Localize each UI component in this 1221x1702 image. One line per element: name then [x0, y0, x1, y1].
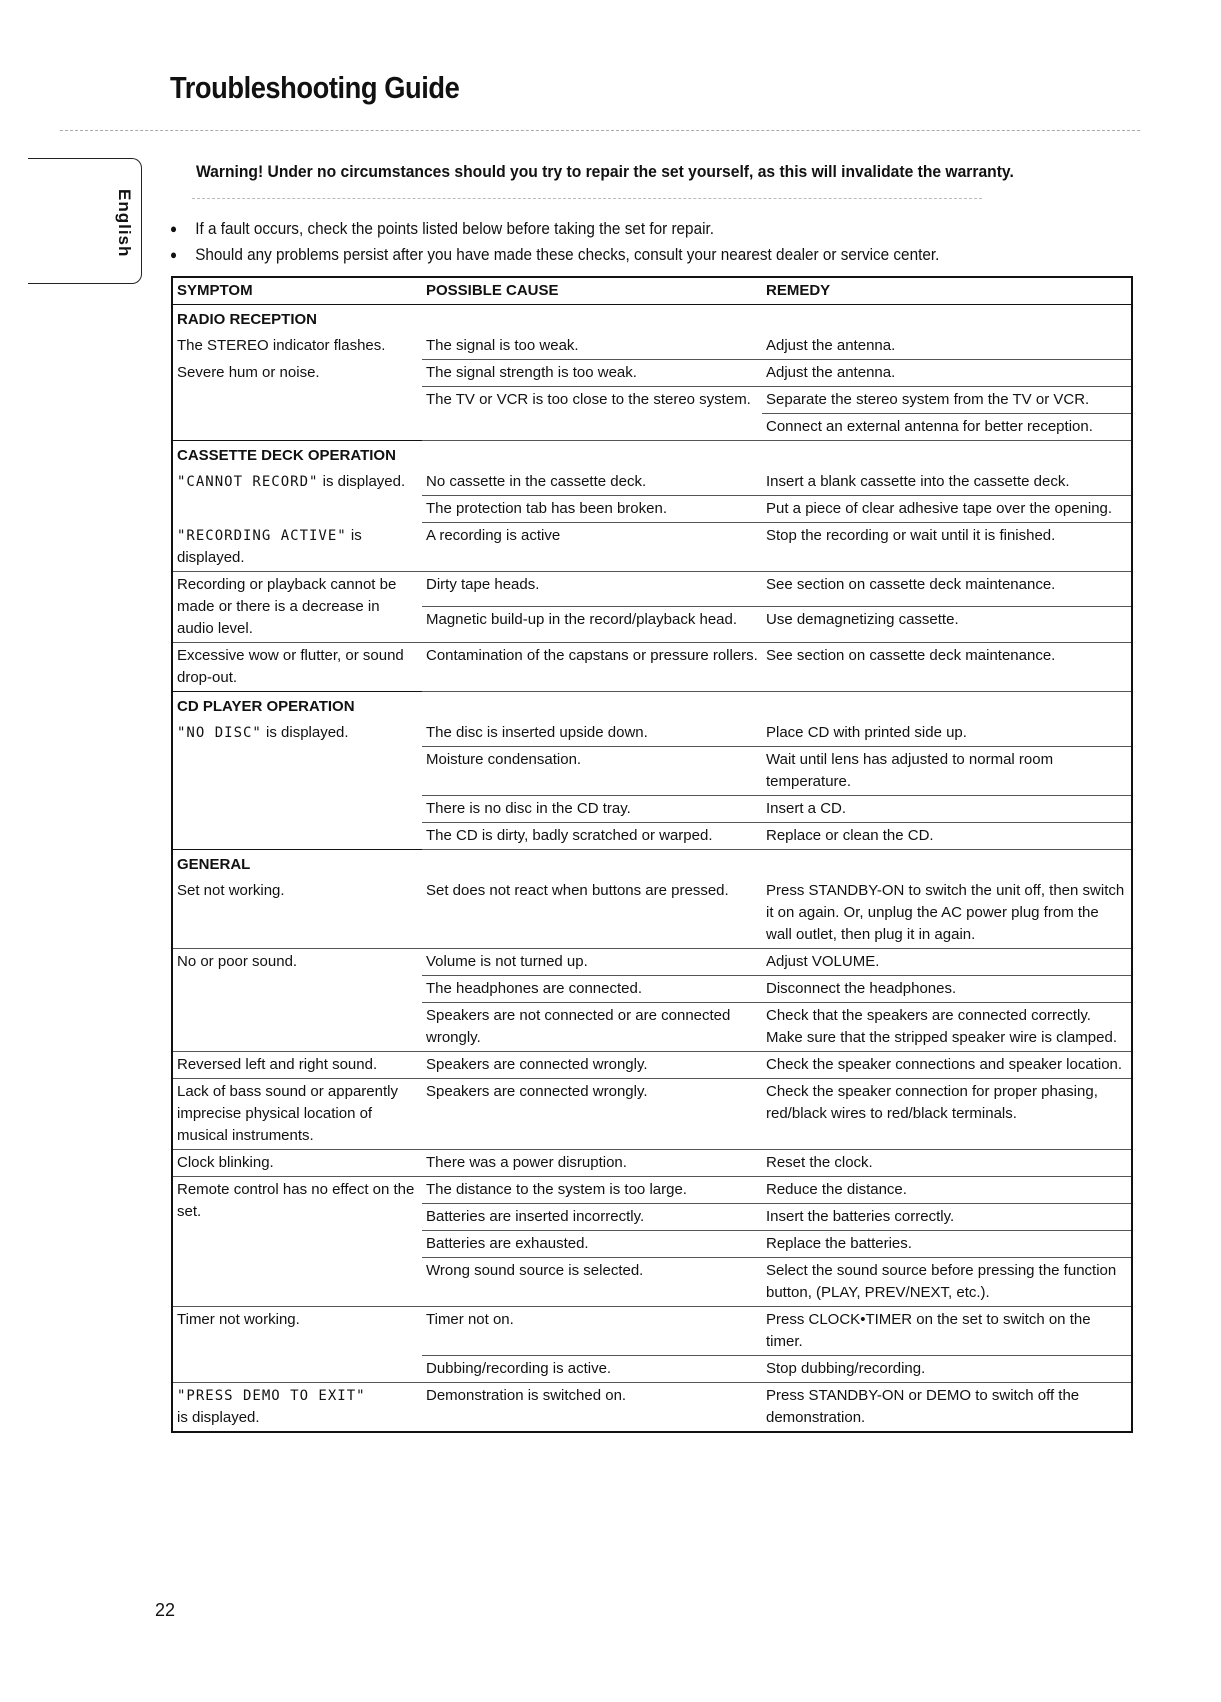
symptom-cell: Excessive wow or flutter, or sound drop-out. [172, 642, 422, 691]
table-row [172, 1149, 1132, 1176]
remedy-cell: Disconnect the headphones. [762, 975, 1132, 1002]
cause-cell: Timer not on. [422, 1306, 762, 1355]
remedy-cell: Reduce the distance. [762, 1176, 1132, 1203]
symptom-cell: No or poor sound. [172, 948, 422, 1051]
remedy-cell: Check the speaker connection for proper phasing, red/black wires to red/black terminals. [762, 1078, 1132, 1149]
cause-cell: A recording is active [422, 523, 762, 572]
remedy-cell: Stop the recording or wait until it is finished. [762, 523, 1132, 572]
remedy-cell: Replace the batteries. [762, 1230, 1132, 1257]
cause-cell: The disc is inserted upside down. [422, 720, 762, 747]
table-row [172, 948, 1132, 975]
display-message: "PRESS DEMO TO EXIT" [177, 1387, 366, 1404]
cause-cell: There is no disc in the CD tray. [422, 795, 762, 822]
header-remedy: REMEDY [762, 277, 1132, 305]
table-row [172, 1078, 1132, 1149]
language-tab-label: English [115, 189, 134, 258]
remedy-cell: Place CD with printed side up. [762, 720, 1132, 747]
remedy-cell: Press STANDBY-ON or DEMO to switch off the demonstration. [766, 1386, 1080, 1426]
cause-cell: There was a power disruption. [422, 1149, 762, 1176]
remedy-cell: Reset the clock. [762, 1149, 1132, 1176]
remedy-cell: Replace or clean the CD. [762, 822, 1132, 849]
symptom-cell [172, 523, 422, 572]
remedy-cell: Adjust the antenna. [762, 360, 1132, 387]
remedy-cell: Check the speaker connections and speaker location. [762, 1051, 1132, 1078]
symptom-cell: Recording or playback cannot be made or there is a decrease in audio level. [172, 571, 422, 642]
remedy-cell: Put a piece of clear adhesive tape over the opening. [762, 496, 1132, 523]
section-row [172, 849, 1132, 878]
cause-cell: The TV or VCR is too close to the stereo system. [422, 387, 762, 441]
cause-cell: Magnetic build-up in the record/playback head. [422, 607, 762, 643]
table-header-row [172, 277, 1132, 305]
symptom-cell: The STEREO indicator flashes. [172, 333, 422, 360]
warranty-warning: Warning! Under no circumstances should you try to repair the set yourself, as this will invalidate the warranty. [196, 162, 1014, 181]
symptom-cell [172, 469, 422, 523]
symptom-cell: Set not working. [172, 878, 422, 949]
symptom-cell: Reversed left and right sound. [172, 1051, 422, 1078]
cause-cell: Volume is not turned up. [422, 948, 762, 975]
cause-cell: The distance to the system is too large. [422, 1176, 762, 1203]
section-cd: CD PLAYER OPERATION [172, 691, 1132, 720]
table-row [172, 523, 1132, 572]
remedy-cell: Insert a blank cassette into the cassette deck. [762, 469, 1132, 496]
remedy-cell: Stop dubbing/recording. [762, 1355, 1132, 1382]
title-divider [60, 130, 1140, 131]
header-cause: POSSIBLE CAUSE [422, 277, 762, 305]
symptom-cell [172, 1382, 422, 1432]
remedy-cell: Check that the speakers are connected correctly. Make sure that the stripped speaker wire is clamped. [762, 1002, 1132, 1051]
cause-cell: Speakers are connected wrongly. [422, 1051, 762, 1078]
cause-cell: Batteries are exhausted. [422, 1230, 762, 1257]
symptom-cell [172, 720, 422, 850]
cause-cell: The signal is too weak. [422, 333, 762, 360]
cause-cell: The protection tab has been broken. [422, 496, 762, 523]
cause-cell: Set does not react when buttons are pressed. [422, 878, 762, 949]
section-row [172, 691, 1132, 720]
remedy-cell: Connect an external antenna for better reception. [762, 414, 1132, 441]
symptom-text: is displayed. [177, 1408, 260, 1426]
section-cassette: CASSETTE DECK OPERATION [172, 441, 1132, 470]
symptom-cell: Severe hum or noise. [172, 360, 422, 441]
page-number: 22 [155, 1600, 176, 1620]
cause-cell: No cassette in the cassette deck. [422, 469, 762, 496]
table-row [172, 333, 1132, 360]
cause-cell: Demonstration is switched on. [426, 1386, 627, 1404]
instruction-list [170, 216, 939, 268]
symptom-cell: Lack of bass sound or apparently imprecise physical location of musical instruments. [172, 1078, 422, 1149]
instruction-item: ● If a fault occurs, check the points listed below before taking the set for repair. [170, 216, 939, 242]
section-row [172, 305, 1132, 334]
remedy-cell: Press CLOCK•TIMER on the set to switch on the timer. [762, 1306, 1132, 1355]
remedy-cell: See section on cassette deck maintenance. [762, 571, 1132, 607]
troubleshooting-table [171, 276, 1133, 1433]
table-row [172, 469, 1132, 496]
cause-cell: The headphones are connected. [422, 975, 762, 1002]
table-row [172, 571, 1132, 607]
cause-cell: Speakers are connected wrongly. [422, 1078, 762, 1149]
remedy-cell: Separate the stereo system from the TV or VCR. [762, 387, 1132, 414]
table-row [172, 1051, 1132, 1078]
symptom-cell: Remote control has no effect on the set. [172, 1176, 422, 1306]
remedy-cell: Use demagnetizing cassette. [762, 607, 1132, 643]
symptom-cell: Clock blinking. [172, 1149, 422, 1176]
language-tab [28, 158, 142, 284]
table-row [172, 720, 1132, 747]
section-general: GENERAL [172, 849, 1132, 878]
symptom-text: is displayed. [261, 723, 349, 741]
page-title: Troubleshooting Guide [170, 70, 460, 105]
cause-cell: Wrong sound source is selected. [422, 1257, 762, 1306]
remedy-cell: Press STANDBY-ON to switch the unit off, then switch it on again. Or, unplug the AC power plug from the wall outlet, then plug it in again. [762, 878, 1132, 949]
section-row [172, 441, 1132, 470]
table-row [172, 360, 1132, 387]
cause-cell: Batteries are inserted incorrectly. [422, 1203, 762, 1230]
cause-cell: The CD is dirty, badly scratched or warped. [422, 822, 762, 849]
section-radio: RADIO RECEPTION [172, 305, 1132, 334]
cause-cell: Speakers are not connected or are connected wrongly. [422, 1002, 762, 1051]
display-message: "RECORDING ACTIVE" [177, 527, 347, 544]
cause-cell: Dubbing/recording is active. [422, 1355, 762, 1382]
warning-divider [192, 198, 982, 199]
instruction-item: ● Should any problems persist after you have made these checks, consult your nearest dealer or service center. [170, 242, 939, 268]
remedy-cell: Insert a CD. [762, 795, 1132, 822]
display-message: "NO DISC" [177, 724, 262, 741]
cause-cell: Contamination of the capstans or pressure rollers. [422, 642, 762, 691]
symptom-text: is displayed. [318, 473, 406, 490]
table-row [172, 642, 1132, 691]
remedy-cell: Adjust VOLUME. [762, 948, 1132, 975]
remedy-cell: Adjust the antenna. [762, 333, 1132, 360]
cause-cell: Dirty tape heads. [422, 571, 762, 607]
remedy-cell: Select the sound source before pressing the function button, (PLAY, PREV/NEXT, etc.). [762, 1257, 1132, 1306]
remedy-cell: Insert the batteries correctly. [762, 1203, 1132, 1230]
table-row [172, 878, 1132, 949]
header-symptom: SYMPTOM [172, 277, 422, 305]
display-message: "CANNOT RECORD" [177, 474, 319, 490]
symptom-text: is displayed. [177, 526, 362, 566]
table-row [172, 1176, 1132, 1203]
remedy-cell: See section on cassette deck maintenance. [762, 642, 1132, 691]
cause-cell: The signal strength is too weak. [422, 360, 762, 387]
table-row [172, 1306, 1132, 1355]
symptom-cell: Timer not working. [172, 1306, 422, 1382]
table-row [172, 1382, 1132, 1432]
cause-cell: Moisture condensation. [422, 746, 762, 795]
remedy-cell: Wait until lens has adjusted to normal room temperature. [762, 746, 1132, 795]
